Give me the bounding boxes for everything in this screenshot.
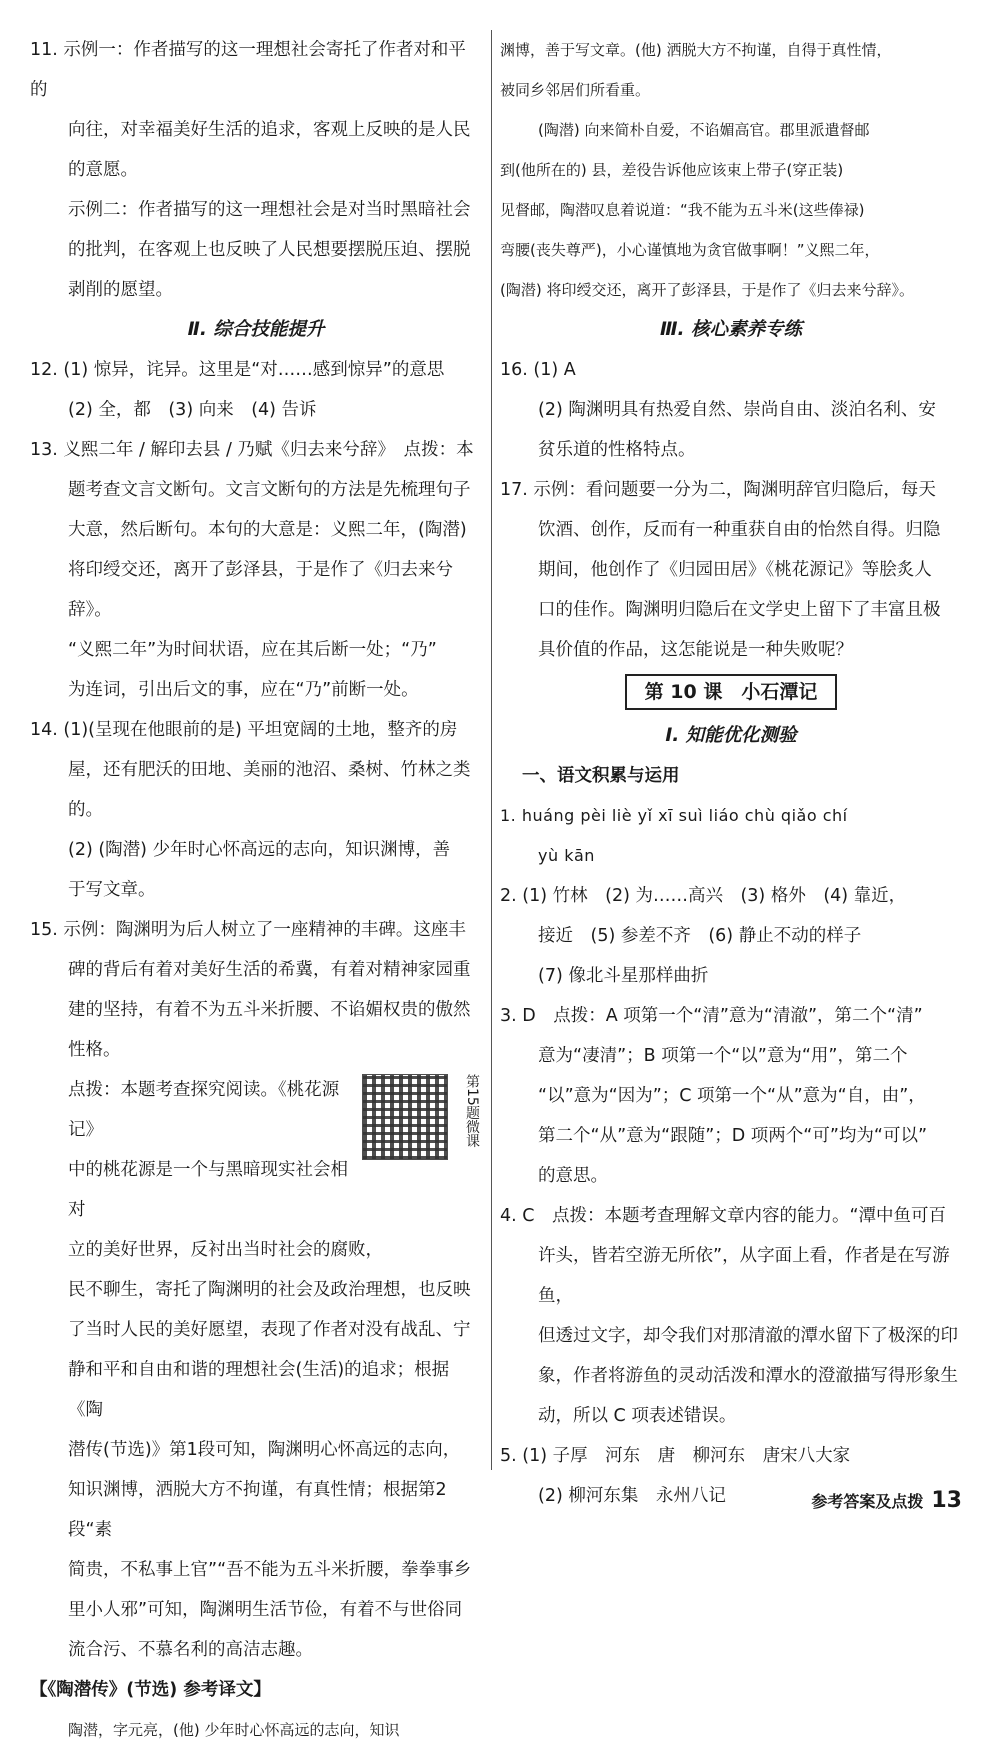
translation-line: 渊博，善于写文章。(他) 洒脱大方不拘谨，自得于真性情， bbox=[500, 41, 892, 59]
section-heading: Ⅰ. 知能优化测验 bbox=[665, 725, 797, 746]
translation-title: 【《陶潜传》(节选) 参考译文】 bbox=[30, 1680, 271, 1700]
q5-line: 5. (1) 子厚 河东 唐 柳河东 唐宋八大家 bbox=[500, 1446, 851, 1466]
q17-line: 饮酒、创作，反而有一种重获自由的怡然自得。归隐 bbox=[538, 520, 941, 540]
q13-line: 将印绶交还，离开了彭泽县，于是作了《归去来兮辞》。 bbox=[68, 560, 453, 620]
q17-line: 口的佳作。陶渊明归隐后在文学史上留下了丰富且极 bbox=[538, 600, 941, 620]
footer-text: 参考答案及点拨 bbox=[811, 1492, 924, 1511]
q12-line: (2) 全，都 (3) 向来 (4) 告诉 bbox=[68, 400, 317, 420]
qr-code-icon bbox=[362, 1074, 448, 1160]
q16-line: (2) 陶渊明具有热爱自然、崇尚自由、淡泊名利、安 bbox=[538, 400, 936, 420]
translation-line: 陶潜，字元亮，(他) 少年时心怀高远的志向，知识 bbox=[68, 1721, 400, 1739]
left-column bbox=[30, 30, 482, 1750]
q15-line: 中的桃花源是一个与黑暗现实社会相对 bbox=[68, 1160, 348, 1220]
qr-label: 第15题微课 bbox=[464, 1074, 480, 1148]
q4-line: 但透过文字，却令我们对那清澈的潭水留下了极深的印 bbox=[538, 1326, 958, 1346]
translation-line: (陶潜) 将印绶交还，离开了彭泽县，于是作了《归去来兮辞》。 bbox=[500, 281, 914, 299]
q14-line: 14. (1)(呈现在他眼前的是) 平坦宽阔的土地，整齐的房 bbox=[30, 720, 458, 740]
q15-line: 知识渊博，洒脱大方不拘谨，有真性情；根据第2段“素 bbox=[68, 1480, 447, 1540]
page-number: 13 bbox=[931, 1488, 962, 1513]
q1-pinyin: yù kān bbox=[538, 846, 595, 865]
q15-line: 建的坚持，有着不为五斗米折腰、不谄媚权贵的傲然 bbox=[68, 1000, 471, 1020]
lesson-header bbox=[500, 670, 962, 716]
q15-line: 民不聊生，寄托了陶渊明的社会及政治理想，也反映 bbox=[68, 1280, 471, 1300]
q4-line: 象，作者将游鱼的灵动活泼和潭水的澄澈描写得形象生 bbox=[538, 1366, 958, 1386]
column-divider bbox=[491, 30, 492, 1470]
q17-line: 17. 示例：看问题要一分为二，陶渊明辞官归隐后，每天 bbox=[500, 480, 936, 500]
q4-line: 4. C 点拨：本题考查理解文章内容的能力。“潭中鱼可百 bbox=[500, 1206, 947, 1226]
q1-pinyin: 1. huáng pèi liè yǐ xī suì liáo chù qiǎo chí bbox=[500, 806, 848, 825]
q17-line: 期间，他创作了《归园田居》《桃花源记》等脍炙人 bbox=[538, 560, 932, 580]
q11-line: 向往，对幸福美好生活的追求，客观上反映的是人民 bbox=[68, 120, 471, 140]
q4-line: 动，所以 C 项表述错误。 bbox=[538, 1406, 737, 1426]
q13-line: 13. 义熙二年 / 解印去县 / 乃赋《归去来兮辞》 点拨：本 bbox=[30, 440, 474, 460]
q13-line: 为连词，引出后文的事，应在“乃”前断一处。 bbox=[68, 680, 419, 700]
qr-code[interactable] bbox=[362, 1074, 482, 1164]
translation-line: (陶潜) 向来简朴自爱，不谄媚高官。郡里派遣督邮 bbox=[538, 121, 870, 139]
q15-line: 了当时人民的美好愿望，表现了作者对没有战乱、宁 bbox=[68, 1320, 471, 1340]
q4-line: 许头，皆若空游无所依”，从字面上看，作者是在写游鱼， bbox=[538, 1246, 950, 1306]
lesson-title: 第 10 课 小石潭记 bbox=[625, 674, 838, 710]
q11-line: 剥削的愿望。 bbox=[68, 280, 173, 300]
q2-line: 2. (1) 竹林 (2) 为……高兴 (3) 格外 (4) 靠近， bbox=[500, 886, 907, 906]
q15-line: 碑的背后有着对美好生活的希冀，有着对精神家园重 bbox=[68, 960, 471, 980]
q2-line: 接近 (5) 参差不齐 (6) 静止不动的样子 bbox=[538, 926, 862, 946]
q2-line: (7) 像北斗星那样曲折 bbox=[538, 966, 709, 986]
q5-line: (2) 柳河东集 永州八记 bbox=[538, 1486, 726, 1506]
q11-line: 11. 示例一：作者描写的这一理想社会寄托了作者对和平的 bbox=[30, 40, 466, 100]
q3-line: “以”意为“因为”；C 项第一个“从”意为“自，由”， bbox=[538, 1086, 926, 1106]
q11-line: 的意愿。 bbox=[68, 160, 138, 180]
page-footer bbox=[811, 1488, 962, 1513]
translation-line: 弯腰(丧失尊严)，小心谨慎地为贪官做事啊！”义熙二年， bbox=[500, 241, 880, 259]
q15-line: 简贵，不私事上官”“吾不能为五斗米折腰，拳拳事乡 bbox=[68, 1560, 472, 1580]
q15-line: 里小人邪”可知，陶渊明生活节俭，有着不与世俗同 bbox=[68, 1600, 463, 1620]
q12-line: 12. (1) 惊异，诧异。这里是“对……感到惊异”的意思 bbox=[30, 360, 445, 380]
q16-line: 贫乐道的性格特点。 bbox=[538, 440, 696, 460]
translation-line: 到(他所在的) 县，差役告诉他应该束上带子(穿正装) bbox=[500, 161, 844, 179]
q11-line: 示例二：作者描写的这一理想社会是对当时黑暗社会 bbox=[68, 200, 471, 220]
q3-line: 3. D 点拨：A 项第一个“清”意为“清澈”，第二个“清” bbox=[500, 1006, 923, 1026]
q14-line: 于写文章。 bbox=[68, 880, 156, 900]
q3-line: 第二个“从”意为“跟随”；D 项两个“可”均为“可以” bbox=[538, 1126, 928, 1146]
q13-line: “义熙二年”为时间状语，应在其后断一处；“乃” bbox=[68, 640, 437, 660]
q3-line: 意为“凄清”；B 项第一个“以”意为“用”，第二个 bbox=[538, 1046, 908, 1066]
q15-line: 静和平和自由和谐的理想社会(生活)的追求；根据《陶 bbox=[68, 1360, 450, 1420]
q17-line: 具价值的作品，这怎能说是一种失败呢？ bbox=[538, 640, 853, 660]
section-heading: Ⅱ. 综合技能提升 bbox=[187, 319, 325, 340]
subsection-heading: 一、语文积累与运用 bbox=[522, 766, 680, 786]
q3-line: 的意思。 bbox=[538, 1166, 608, 1186]
q16-line: 16. (1) A bbox=[500, 360, 576, 380]
translation-line: 被同乡邻居们所看重。 bbox=[500, 81, 651, 99]
q15-line: 点拨：本题考查探究阅读。《桃花源记》 bbox=[68, 1080, 340, 1140]
q11-line: 的批判，在客观上也反映了人民想要摆脱压迫、摆脱 bbox=[68, 240, 471, 260]
q13-line: 题考查文言文断句。文言文断句的方法是先梳理句子 bbox=[68, 480, 471, 500]
q14-line: (2) (陶潜) 少年时心怀高远的志向，知识渊博，善 bbox=[68, 840, 451, 860]
q15-line: 流合污、不慕名利的高洁志趣。 bbox=[68, 1640, 313, 1660]
right-column bbox=[500, 30, 962, 1516]
translation-line: 见督邮，陶潜叹息着说道：“我不能为五斗米(这些俸禄) bbox=[500, 201, 865, 219]
q13-line: 大意，然后断句。本句的大意是：义熙二年，(陶潜) bbox=[68, 520, 467, 540]
q15-line: 立的美好世界，反衬出当时社会的腐败， bbox=[68, 1240, 383, 1260]
q15-line: 性格。 bbox=[68, 1040, 121, 1060]
section-heading: Ⅲ. 核心素养专练 bbox=[660, 319, 802, 340]
q14-line: 屋，还有肥沃的田地、美丽的池沼、桑树、竹林之类的。 bbox=[68, 760, 471, 820]
q15-line: 15. 示例：陶渊明为后人树立了一座精神的丰碑。这座丰 bbox=[30, 920, 466, 940]
q15-line: 潜传(节选)》第1段可知，陶渊明心怀高远的志向， bbox=[68, 1440, 461, 1460]
